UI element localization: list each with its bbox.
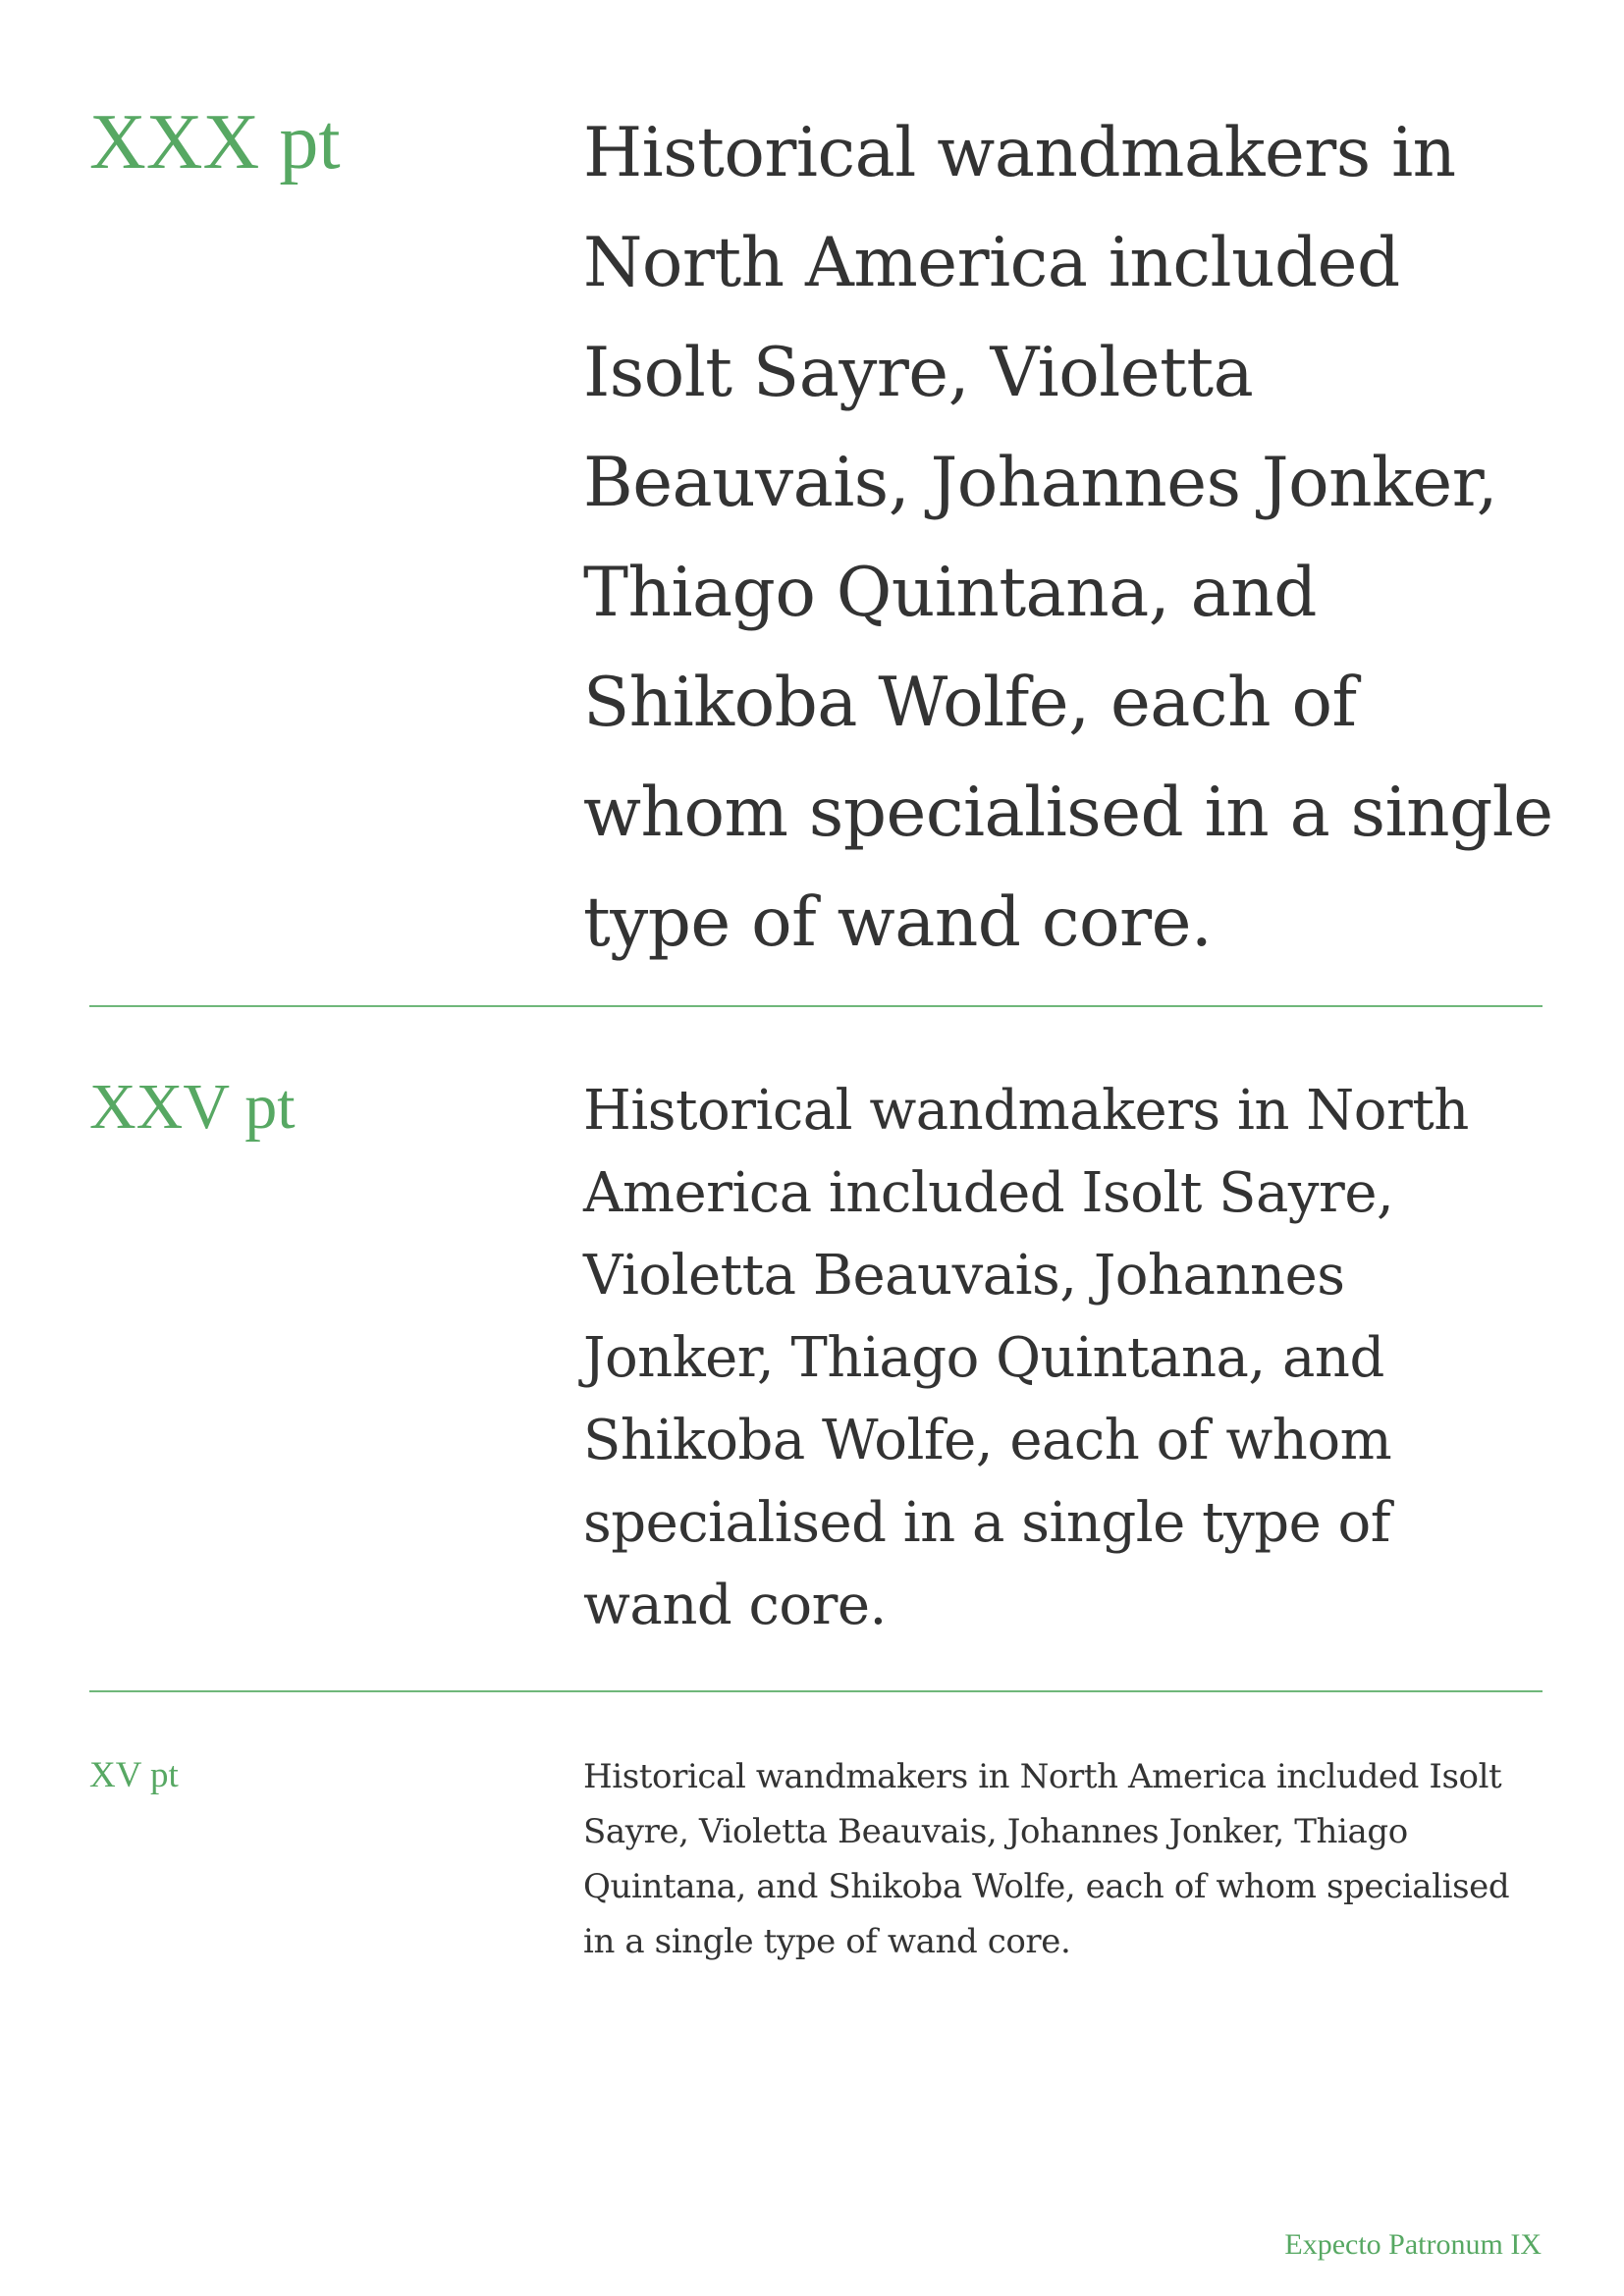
section-divider [89,1005,1543,1007]
sample-text-xv: Historical wandmakers in North America included Isolt Sayre, Violetta Beauvais, Johannes Jonker, Thiago Quintana, and Shikoba Wolfe, each of whom specialised in a single type of wand core. [583,1757,1510,1961]
sample-text-xxv: Historical wandmakers in North America included Isolt Sayre, Violetta Beauvais, Johannes Jonker, Thiago Quintana, and Shikoba Wolfe, each of whom specialised in a single type of wand core. [583,1079,1469,1637]
size-label-xxv: XXV pt [89,1071,296,1143]
size-label-xxx: XXX pt [89,99,341,186]
page-footer: Expecto Patronum IX [1284,2228,1542,2261]
size-label-xv: XV pt [89,1755,179,1795]
section-divider [89,1690,1543,1692]
sample-text-xxx: Historical wandmakers in North America included Isolt Sayre, Violetta Beauvais, Johannes Jonker, Thiago Quintana, and Shikoba Wolfe, each of whom specialised in a single type of wand core. [583,114,1553,962]
